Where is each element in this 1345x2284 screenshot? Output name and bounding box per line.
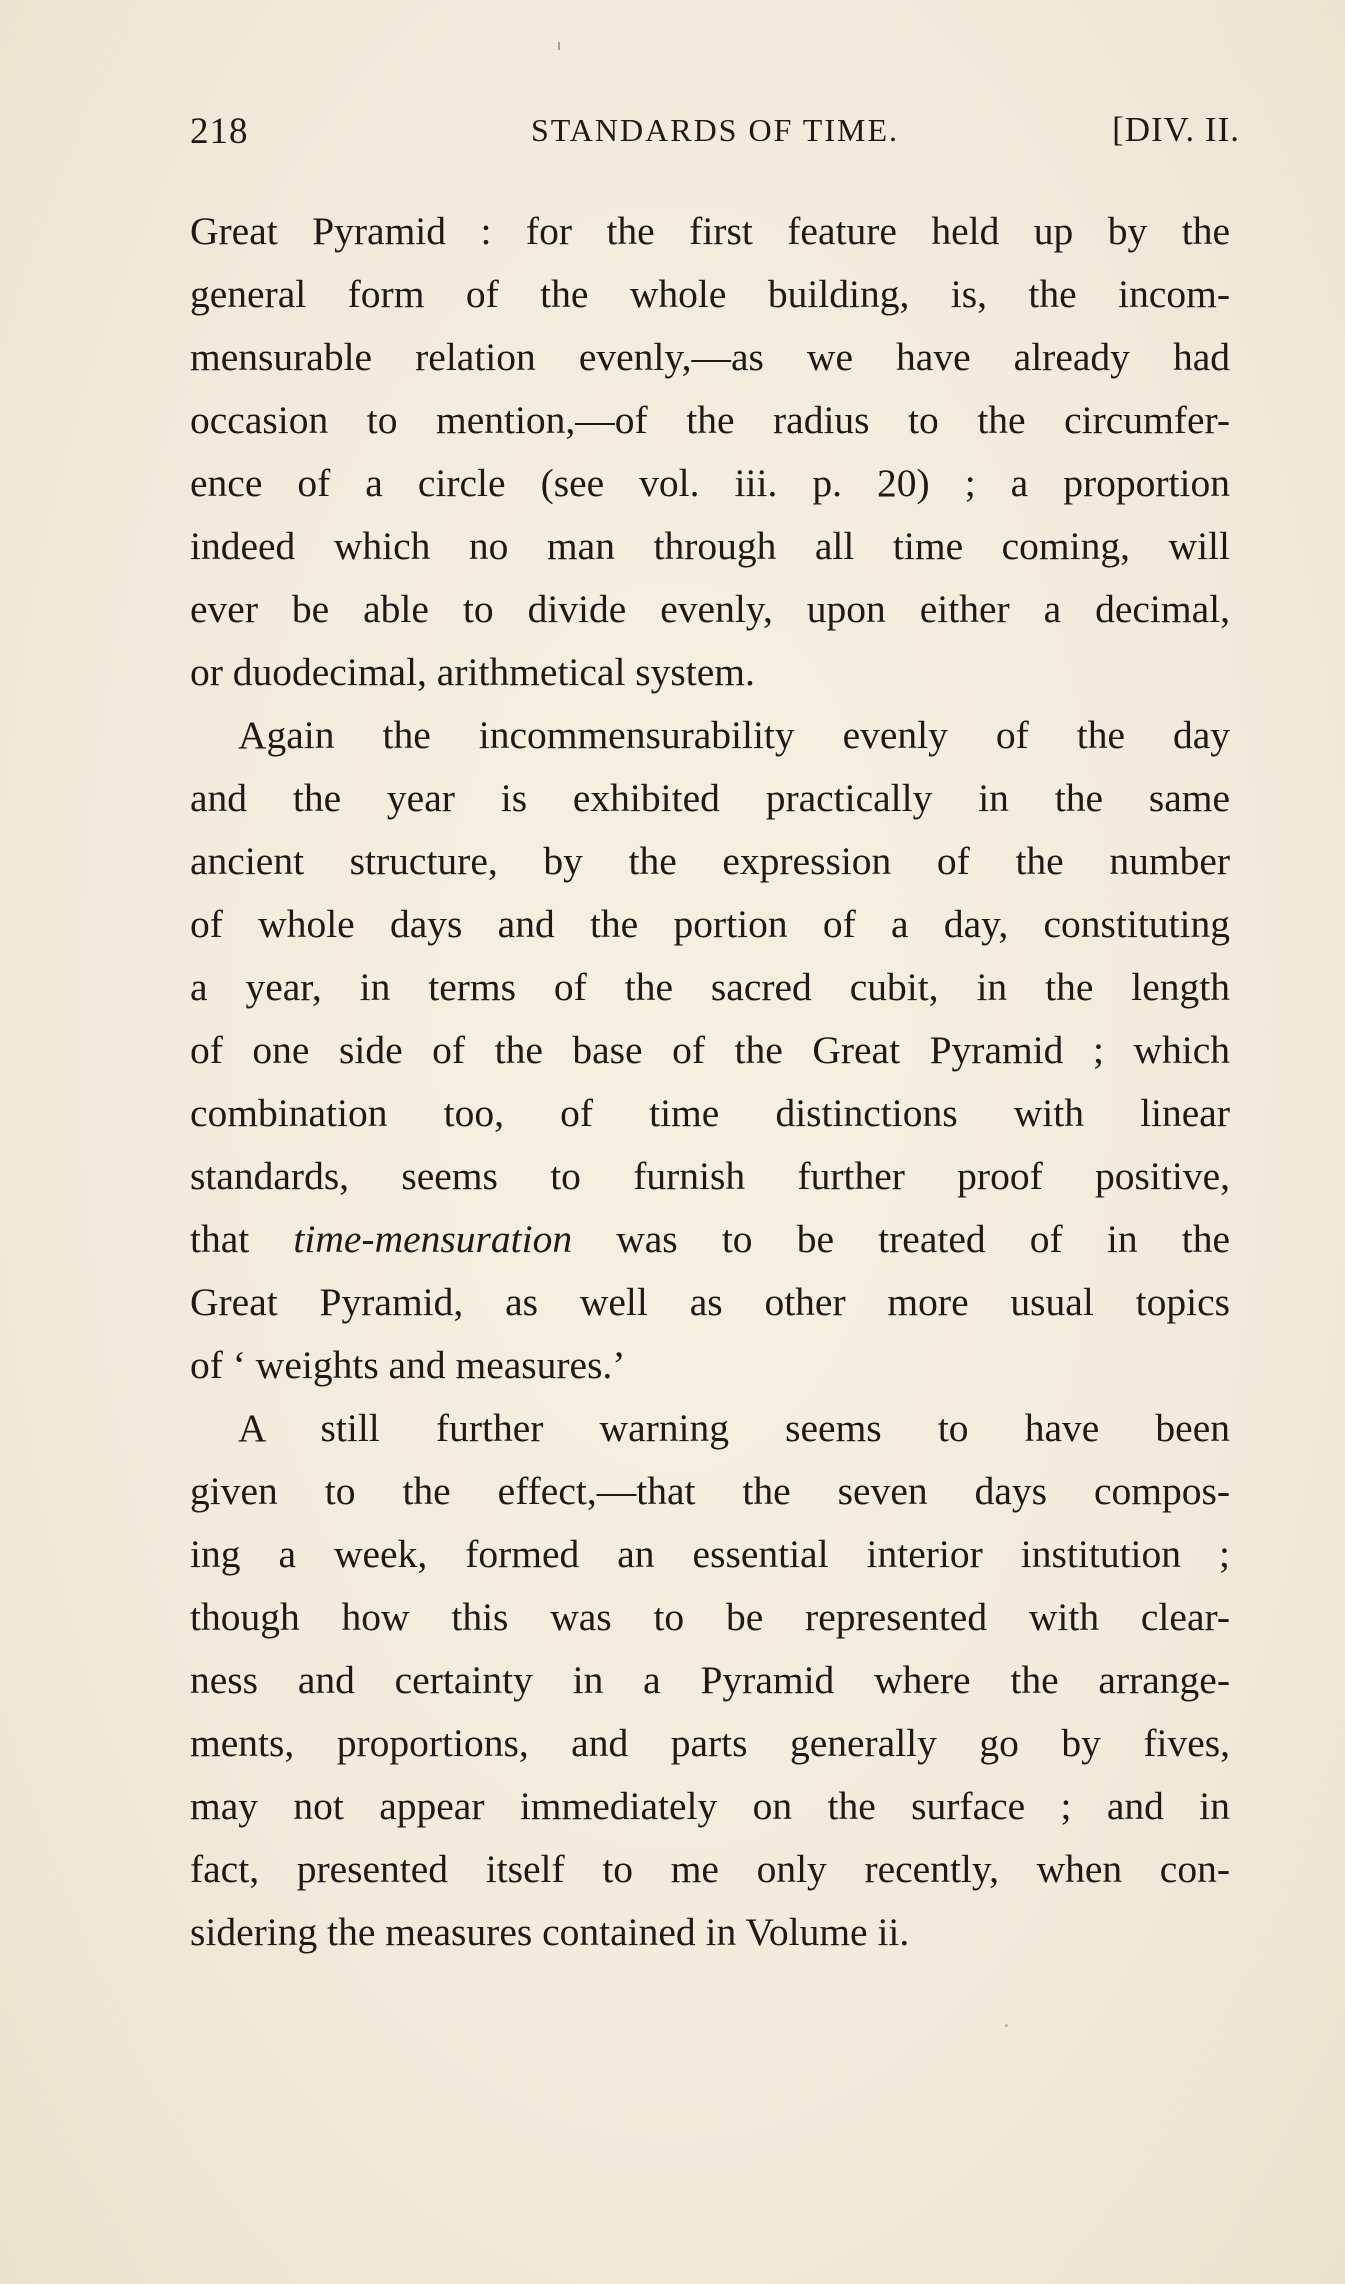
body-text bbox=[190, 200, 1230, 1964]
text-line: or duodecimal, arithmetical system. bbox=[190, 650, 755, 694]
text-line: of one side of the base of the Great Pyramid ; which bbox=[190, 1028, 1230, 1072]
division-label: [DIV. II. bbox=[1112, 110, 1240, 149]
text-line: may not appear immediately on the surface ; and in bbox=[190, 1784, 1230, 1828]
text-line: of whole days and the portion of a day, constituting bbox=[190, 902, 1230, 946]
text-line: given to the effect,—that the seven days compos- bbox=[190, 1469, 1230, 1513]
text-line: A still further warning seems to have been bbox=[238, 1406, 1230, 1450]
text-line: Great Pyramid, as well as other more usual topics bbox=[190, 1280, 1230, 1324]
page-number: 218 bbox=[190, 111, 249, 152]
text-line: ancient structure, by the expression of the number bbox=[190, 839, 1230, 883]
text-line: of ‘ weights and measures.’ bbox=[190, 1343, 626, 1387]
text-line: ence of a circle (see vol. iii. p. 20) ; a proportion bbox=[190, 461, 1230, 505]
text-line: ness and certainty in a Pyramid where the arrange- bbox=[190, 1658, 1230, 1702]
text-line: indeed which no man through all time coming, will bbox=[190, 524, 1230, 568]
text-line: standards, seems to furnish further proof positive, bbox=[190, 1154, 1230, 1198]
text-line: Again the incommensurability evenly of the day bbox=[238, 713, 1230, 757]
text-line: and the year is exhibited practically in the same bbox=[190, 776, 1230, 820]
text-line: general form of the whole building, is, the incom- bbox=[190, 272, 1230, 316]
text-segment: was to be treated of in the bbox=[572, 1217, 1230, 1261]
text-line: ever be able to divide evenly, upon either a decimal, bbox=[190, 587, 1230, 631]
text-line: though how this was to be represented with clear- bbox=[190, 1595, 1230, 1639]
text-line: ments, proportions, and parts generally go by fives, bbox=[190, 1721, 1230, 1765]
text-line: Great Pyramid : for the first feature held up by the bbox=[190, 209, 1230, 253]
text-line: combination too, of time distinctions with linear bbox=[190, 1091, 1230, 1135]
italic-phrase: time-mensuration bbox=[293, 1217, 573, 1261]
print-mark bbox=[558, 42, 560, 50]
text-line: occasion to mention,—of the radius to the circumfer- bbox=[190, 398, 1230, 442]
text-line: fact, presented itself to me only recently, when con- bbox=[190, 1847, 1230, 1891]
text-segment: that bbox=[190, 1217, 294, 1261]
text-line: sidering the measures contained in Volume ii. bbox=[190, 1910, 910, 1954]
paper-speck bbox=[1005, 2024, 1008, 2027]
running-title: STANDARDS OF TIME. bbox=[531, 112, 899, 148]
text-line: ing a week, formed an essential interior institution ; bbox=[190, 1532, 1230, 1576]
text-line: a year, in terms of the sacred cubit, in the length bbox=[190, 965, 1230, 1009]
text-line-italic-phrase bbox=[190, 1208, 1230, 1271]
text-line: mensurable relation evenly,—as we have already had bbox=[190, 335, 1230, 379]
page-header bbox=[190, 110, 1240, 160]
